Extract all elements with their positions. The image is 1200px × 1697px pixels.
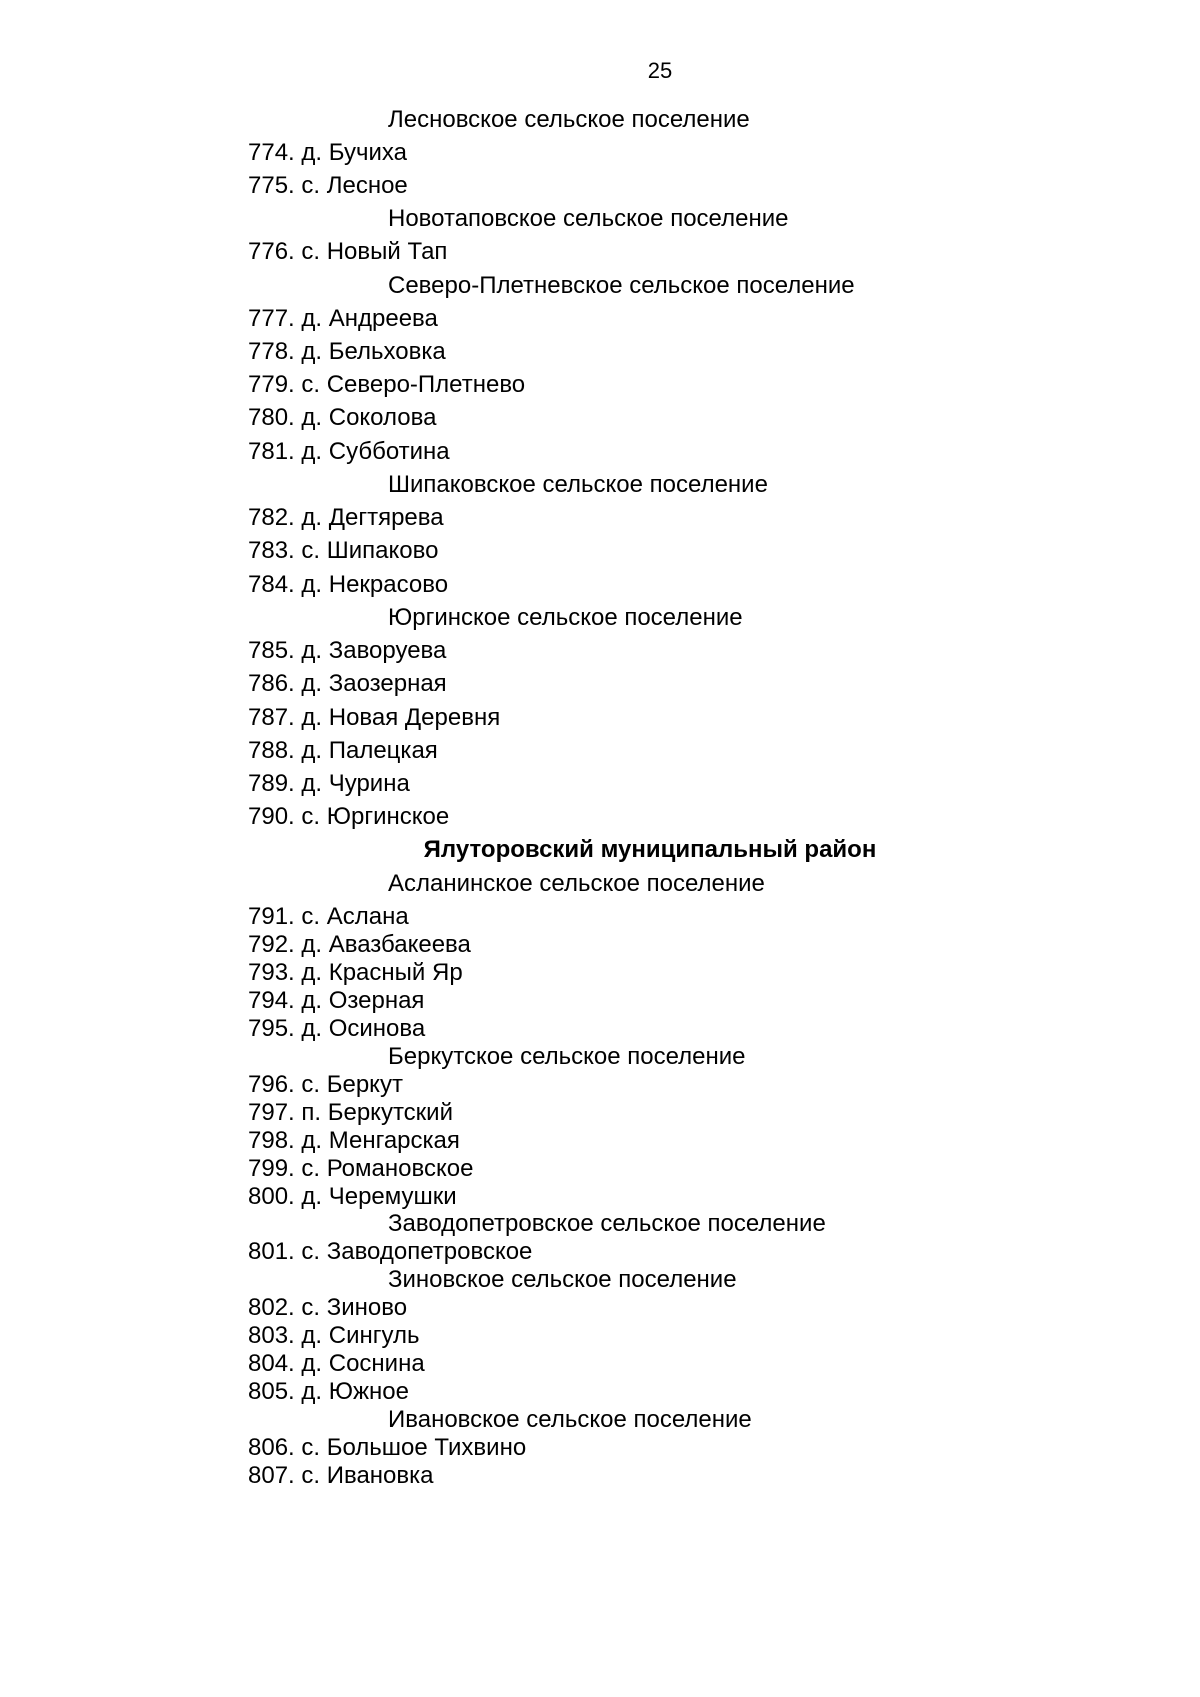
list-item (0, 370, 1200, 400)
list-item (0, 1461, 1200, 1491)
item-number: 794. (248, 987, 295, 1014)
item-number: 799. (248, 1155, 295, 1182)
item-name: с. Новый Тап (301, 238, 448, 265)
list-item (0, 536, 1200, 566)
item-number: 796. (248, 1071, 295, 1098)
list-item (0, 1293, 1200, 1323)
settlement-heading: Северо-Плетневское сельское поселение (388, 272, 855, 299)
item-name: д. Заозерная (301, 670, 447, 697)
settlement-heading: Заводопетровское сельское поселение (388, 1210, 826, 1237)
settlement-heading: Ивановское сельское поселение (388, 1406, 752, 1433)
list-item (0, 304, 1200, 334)
item-name: с. Зиново (301, 1294, 408, 1321)
list-item (0, 337, 1200, 367)
item-name: с. Ивановка (301, 1462, 434, 1489)
item-name: д. Сингуль (301, 1322, 420, 1349)
item-name: д. Черемушки (301, 1183, 457, 1210)
item-number: 782. (248, 504, 295, 531)
settlement-heading: Беркутское сельское поселение (388, 1043, 746, 1070)
item-name: с. Юргинское (301, 803, 450, 830)
item-name: д. Новая Деревня (301, 704, 501, 731)
item-number: 778. (248, 338, 295, 365)
item-number: 800. (248, 1183, 295, 1210)
settlement-heading: Зиновское сельское поселение (388, 1266, 737, 1293)
item-number: 801. (248, 1238, 295, 1265)
item-number: 798. (248, 1127, 295, 1154)
item-name: с. Лесное (301, 172, 408, 199)
list-item (0, 1126, 1200, 1156)
item-name: с. Северо-Плетнево (301, 371, 526, 398)
item-name: с. Романовское (301, 1155, 474, 1182)
list-item (0, 1377, 1200, 1407)
item-name: д. Авазбакеева (301, 931, 471, 958)
list-item (0, 570, 1200, 600)
item-number: 780. (248, 404, 295, 431)
list-item (0, 930, 1200, 960)
list-item (0, 1433, 1200, 1463)
settlement-heading: Лесновское сельское поселение (388, 106, 750, 133)
item-number: 786. (248, 670, 295, 697)
item-name: п. Беркутский (301, 1099, 453, 1126)
list-item (0, 769, 1200, 799)
item-number: 797. (248, 1099, 295, 1126)
item-number: 793. (248, 959, 295, 986)
list-item (0, 636, 1200, 666)
list-item (0, 138, 1200, 168)
item-number: 785. (248, 637, 295, 664)
item-name: д. Соснина (301, 1350, 425, 1377)
item-name: с. Шипаково (301, 537, 439, 564)
item-number: 779. (248, 371, 295, 398)
item-name: с. Большое Тихвино (301, 1434, 527, 1461)
item-number: 803. (248, 1322, 295, 1349)
list-item (0, 1182, 1200, 1212)
page-number: 25 (647, 58, 673, 83)
list-item (0, 1098, 1200, 1128)
item-number: 776. (248, 238, 295, 265)
item-name: д. Красный Яр (301, 959, 463, 986)
item-number: 795. (248, 1015, 295, 1042)
list-item (0, 1237, 1200, 1267)
list-item (0, 1014, 1200, 1044)
item-number: 791. (248, 903, 295, 930)
item-number: 777. (248, 305, 295, 332)
list-item (0, 802, 1200, 832)
district-heading: Ялуторовский муниципальный район (423, 836, 877, 863)
list-item (0, 736, 1200, 766)
item-number: 792. (248, 931, 295, 958)
settlement-heading: Асланинское сельское поселение (388, 870, 765, 897)
item-name: д. Заворуева (301, 637, 447, 664)
item-number: 807. (248, 1462, 295, 1489)
item-number: 789. (248, 770, 295, 797)
item-number: 774. (248, 139, 295, 166)
item-number: 790. (248, 803, 295, 830)
item-name: с. Заводопетровское (301, 1238, 533, 1265)
list-item (0, 703, 1200, 733)
list-item (0, 1349, 1200, 1379)
item-name: д. Бельховка (301, 338, 446, 365)
list-item (0, 403, 1200, 433)
item-number: 781. (248, 438, 295, 465)
item-name: д. Некрасово (301, 571, 449, 598)
list-item (0, 1321, 1200, 1351)
settlement-heading: Новотаповское сельское поселение (388, 205, 789, 232)
item-name: д. Озерная (301, 987, 425, 1014)
list-item (0, 237, 1200, 267)
list-item (0, 1154, 1200, 1184)
settlement-heading: Шипаковское сельское поселение (388, 471, 768, 498)
settlement-heading: Юргинское сельское поселение (388, 604, 743, 631)
item-name: д. Осинова (301, 1015, 426, 1042)
list-item (0, 958, 1200, 988)
list-item (0, 503, 1200, 533)
item-name: д. Дегтярева (301, 504, 444, 531)
item-number: 802. (248, 1294, 295, 1321)
list-item (0, 437, 1200, 467)
list-item (0, 171, 1200, 201)
item-name: с. Аслана (301, 903, 409, 930)
item-name: д. Бучиха (301, 139, 407, 166)
item-name: д. Менгарская (301, 1127, 460, 1154)
list-item (0, 986, 1200, 1016)
item-number: 805. (248, 1378, 295, 1405)
item-name: д. Субботина (301, 438, 450, 465)
list-item (0, 669, 1200, 699)
item-name: д. Чурина (301, 770, 410, 797)
item-name: с. Беркут (301, 1071, 403, 1098)
item-name: д. Палецкая (301, 737, 438, 764)
item-number: 783. (248, 537, 295, 564)
item-number: 804. (248, 1350, 295, 1377)
list-item (0, 1070, 1200, 1100)
item-number: 784. (248, 571, 295, 598)
list-item (0, 902, 1200, 932)
item-number: 806. (248, 1434, 295, 1461)
item-name: д. Андреева (301, 305, 438, 332)
item-name: д. Южное (301, 1378, 409, 1405)
item-name: д. Соколова (301, 404, 437, 431)
item-number: 775. (248, 172, 295, 199)
item-number: 787. (248, 704, 295, 731)
item-number: 788. (248, 737, 295, 764)
